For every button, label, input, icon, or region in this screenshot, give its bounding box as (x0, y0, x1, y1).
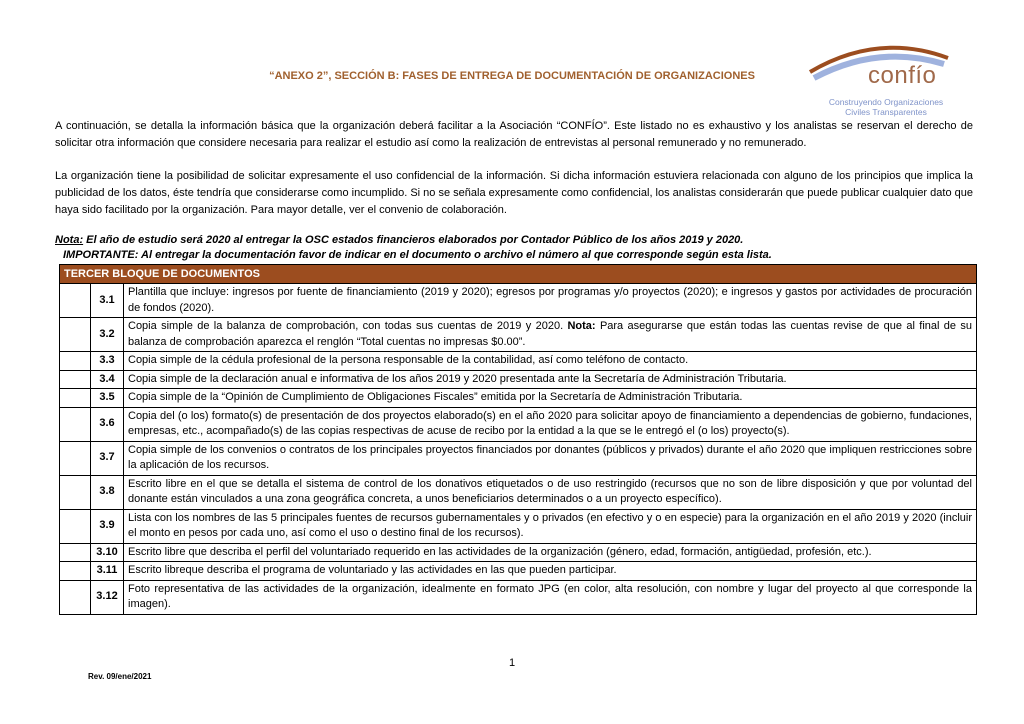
row-description: Plantilla que incluye: ingresos por fuente de financiamiento (2019 y 2020); egresos por programas y/o proyectos (2020); e ingresos y gastos por actividades de procuración de fondos (2020). (124, 284, 977, 318)
row-description: Escrito libre en el que se detalla el sistema de control de los donativos etiquetados o de uso restringido (recursos que no son de libre disposición y que por voluntad del donante están vinculados a una zona geográfica concreta, a unos beneficiarios determinados o a un proyecto específico). (124, 475, 977, 509)
row-checkbox-cell (60, 389, 91, 408)
row-description: Copia del (o los) formato(s) de presentación de dos proyectos elaborado(s) en el año 2020 para solicitar apoyo de financiamiento a dependencias de gobierno, fundaciones, empresas, etc., acompañado(s) de las copias respectivas de acuse de recibo por la entidad a la que se le entregó el (o los) proyecto(s). (124, 407, 977, 441)
table-header: TERCER BLOQUE DE DOCUMENTOS (60, 265, 977, 284)
revision-label: Rev. 09/ene/2021 (88, 672, 152, 681)
table-row (60, 580, 977, 614)
row-description: Copia simple de la declaración anual e informativa de los años 2019 y 2020 presentada ante la Secretaría de Administración Tributaria. (124, 370, 977, 389)
confidentiality-paragraph: La organización tiene la posibilidad de solicitar expresamente el uso confidencial de la información. Si dicha información estuviera relacionada con alguno de los principios que implica la publicidad de los datos, éste tendría que considerarse como incumplido. Si no se señala expresamente como confidencial, los analistas considerarán que puede publicar cualquier dato que haya sido facilitado por la organización. Para mayor detalle, ver el convenio de colaboración. (55, 170, 973, 216)
row-description: Escrito libreque describa el programa de voluntariado y las actividades en las que pueden participar. (124, 562, 977, 581)
row-description (124, 318, 977, 352)
row-checkbox-cell (60, 562, 91, 581)
note-text-a: El año de estudio será (83, 234, 206, 246)
row-number: 3.8 (91, 475, 124, 509)
row-number: 3.10 (91, 543, 124, 562)
row-number: 3.2 (91, 318, 124, 352)
row-text: Copia simple de la balanza de comprobación, con todas sus cuentas de 2019 y 2020. (128, 320, 568, 332)
row-number: 3.11 (91, 562, 124, 581)
table-row (60, 318, 977, 352)
table-row (60, 352, 977, 371)
document-title: “ANEXO 2”, SECCIÓN B: FASES DE ENTREGA DE DOCUMENTACIÓN DE ORGANIZACIONES (269, 70, 755, 82)
logo-tagline-line1: Construyendo Organizaciones (828, 97, 944, 107)
table-row (60, 475, 977, 509)
note-label: Nota: (55, 234, 84, 246)
table-row (60, 284, 977, 318)
row-description: Copia simple de los convenios o contratos de los principales proyectos financiados por donantes (públicos y privados) durante el año 2020 que impliquen restricciones sobre la aplicación de los recursos. (124, 441, 977, 475)
study-year-note (55, 233, 973, 247)
important-text: Al entregar la documentación favor de indicar en el documento o archivo el número al que corresponde según esta lista. (138, 249, 772, 261)
note-text-b: al entregar la OSC estados financieros elaborados por Contador Público de los años 2019 y 2020. (230, 234, 744, 246)
page-number: 1 (508, 657, 516, 669)
row-checkbox-cell (60, 441, 91, 475)
row-checkbox-cell (60, 318, 91, 352)
table-row (60, 370, 977, 389)
row-number: 3.3 (91, 352, 124, 371)
important-note (63, 248, 981, 262)
row-checkbox-cell (60, 580, 91, 614)
row-checkbox-cell (60, 509, 91, 543)
intro-paragraph: A continuación, se detalla la información básica que la organización deberá facilitar a la Asociación “CONFÍO”. Este listado no es exhaustivo y los analistas se reservan el derecho de solicitar otra información que considere necesaria para realizar el estudio así como la realización de entrevistas al personal remunerado y no remunerado. (55, 120, 973, 149)
row-note-label: Nota: (567, 320, 596, 332)
row-number: 3.6 (91, 407, 124, 441)
row-checkbox-cell (60, 370, 91, 389)
row-description: Foto representativa de las actividades de la organización, idealmente en formato JPG (en color, alta resolución, con nombre y lugar del proyecto al que corresponde la imagen). (124, 580, 977, 614)
row-note-text: Para asegurarse que están todas las cuentas revise de que al final de su balanza de comprobación aparezca el renglón “Total cuentas no impresas $0.00”. (128, 320, 973, 348)
row-checkbox-cell (60, 352, 91, 371)
row-checkbox-cell (60, 543, 91, 562)
important-label: IMPORTANTE: (63, 249, 139, 261)
logo-tagline (816, 97, 956, 117)
note-year: 2020 (205, 234, 231, 246)
table-row (60, 543, 977, 562)
row-description: Copia simple de la “Opinión de Cumplimiento de Obligaciones Fiscales” emitida por la Secretaría de Administración Tributaria. (124, 389, 977, 408)
table-row (60, 407, 977, 441)
table-row (60, 562, 977, 581)
row-checkbox-cell (60, 284, 91, 318)
row-checkbox-cell (60, 475, 91, 509)
row-number: 3.4 (91, 370, 124, 389)
row-description: Lista con los nombres de las 5 principales fuentes de recursos gubernamentales y o privados (en efectivo y o en especie) para la organización en el año 2019 y 2020 (incluir el monto en pesos por cada uno, así como el uso o destino final de los recursos). (124, 509, 977, 543)
row-number: 3.5 (91, 389, 124, 408)
table-row (60, 441, 977, 475)
table-row (60, 389, 977, 408)
row-number: 3.9 (91, 509, 124, 543)
row-description: Escrito libre que describa el perfil del voluntariado requerido en las actividades de la organización (género, edad, formación, antigüedad, profesión, etc.). (124, 543, 977, 562)
documents-table (59, 264, 977, 615)
logo-tagline-line2: Civiles Transparentes (845, 107, 927, 117)
row-number: 3.1 (91, 284, 124, 318)
logo-wordmark: confío (868, 62, 937, 89)
row-number: 3.7 (91, 441, 124, 475)
table-row (60, 509, 977, 543)
row-description: Copia simple de la cédula profesional de la persona responsable de la contabilidad, así como teléfono de contacto. (124, 352, 977, 371)
row-checkbox-cell (60, 407, 91, 441)
row-number: 3.12 (91, 580, 124, 614)
